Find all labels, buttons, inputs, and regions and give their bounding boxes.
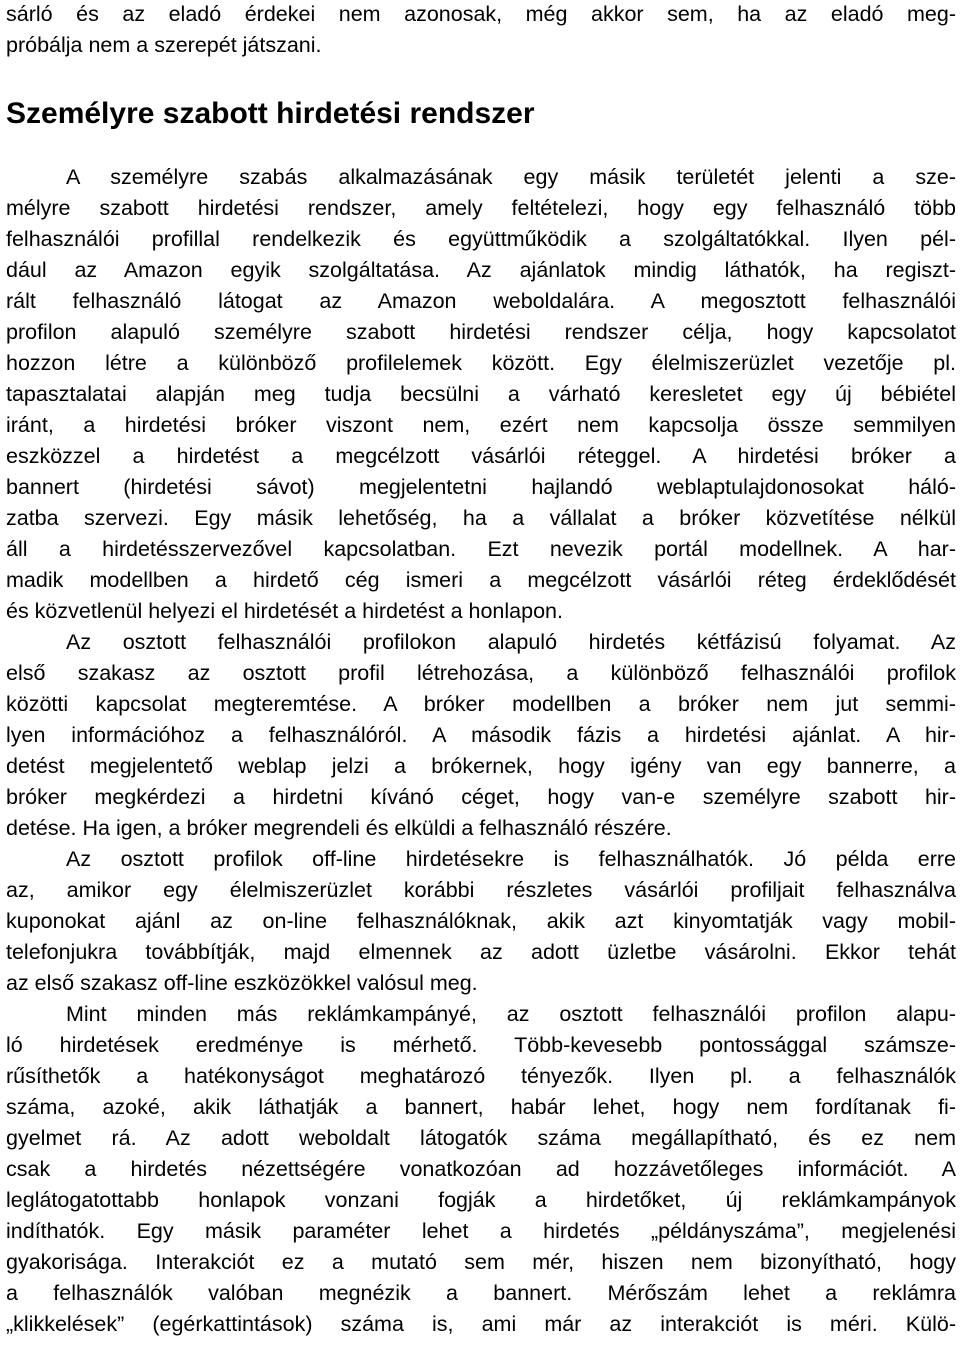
paragraph-line: bannert (hirdetési sávot) megjelentetni hajlandó weblaptulajdonosokat háló-: [6, 475, 956, 499]
paragraph-line: Mint minden más reklámkampányé, az osztott felhasználói profilon alapu-: [66, 1002, 956, 1026]
paragraph-line: a felhasználók valóban megnézik a bannert. Mérőszám lehet a reklámra: [6, 1281, 956, 1305]
paragraph-line: áll a hirdetésszervezővel kapcsolatban. Ezt nevezik portál modellnek. A har-: [6, 537, 956, 561]
paragraph-line: mélyre szabott hirdetési rendszer, amely feltételezi, hogy egy felhasználó több: [6, 196, 956, 220]
paragraph-line: első szakasz az osztott profil létrehozása, a különböző felhasználói profilok: [6, 661, 956, 685]
paragraph-line: az első szakasz off-line eszközökkel valósul meg.: [6, 971, 478, 995]
section-heading: Személyre szabott hirdetési rendszer: [6, 97, 535, 130]
paragraph-line: A személyre szabás alkalmazásának egy másik területét jelenti a sze-: [66, 165, 956, 189]
paragraph-line: Az osztott profilok off-line hirdetésekre is felhasználhatók. Jó példa erre: [66, 847, 956, 871]
paragraph-line: tapasztalatai alapján meg tudja becsülni a várható keresletet egy új bébiétel: [6, 382, 956, 406]
paragraph-line: detése. Ha igen, a bróker megrendeli és elküldi a felhasználó részére.: [6, 816, 672, 840]
paragraph-line: rűsíthetők a hatékonyságot meghatározó tényezők. Ilyen pl. a felhasználók: [6, 1064, 956, 1088]
paragraph-line: rált felhasználó látogat az Amazon weboldalára. A megosztott felhasználói: [6, 289, 956, 313]
paragraph-line: csak a hirdetés nézettségére vonatkozóan ad hozzávetőleges információt. A: [6, 1157, 956, 1181]
paragraph-line: bróker megkérdezi a hirdetni kívánó céget, hogy van-e személyre szabott hir-: [6, 785, 956, 809]
paragraph-line: indíthatók. Egy másik paraméter lehet a hirdetés „példányszáma”, megjelenési: [6, 1219, 956, 1243]
paragraph-line: közötti kapcsolat megteremtése. A bróker modellben a bróker nem jut semmi-: [6, 692, 956, 716]
intro-line-1: sárló és az eladó érdekei nem azonosak, még akkor sem, ha az eladó meg-: [6, 2, 956, 26]
paragraph-line: Az osztott felhasználói profilokon alapuló hirdetés kétfázisú folyamat. Az: [66, 630, 956, 654]
intro-line-2: próbálja nem a szerepét játszani.: [6, 33, 322, 57]
paragraph-line: detést megjelentető weblap jelzi a brókernek, hogy igény van egy bannerre, a: [6, 754, 956, 778]
paragraph-line: lyen információhoz a felhasználóról. A második fázis a hirdetési ajánlat. A hir-: [6, 723, 956, 747]
paragraph-line: hozzon létre a különböző profilelemek között. Egy élelmiszerüzlet vezetője pl.: [6, 351, 956, 375]
paragraph-line: iránt, a hirdetési bróker viszont nem, ezért nem kapcsolja össze semmilyen: [6, 413, 956, 437]
paragraph-line: gyelmet rá. Az adott weboldalt látogatók száma megállapítható, és ez nem: [6, 1126, 956, 1150]
paragraph-line: az, amikor egy élelmiszerüzlet korábbi részletes vásárlói profiljait felhasználva: [6, 878, 956, 902]
paragraph-line: „klikkelések” (egérkattintások) száma is, ami már az interakciót is méri. Külö-: [6, 1312, 956, 1336]
paragraph-line: leglátogatottabb honlapok vonzani fogják a hirdetőket, új reklámkampányok: [6, 1188, 956, 1212]
paragraph-line: dául az Amazon egyik szolgáltatása. Az ajánlatok mindig láthatók, ha regiszt-: [6, 258, 956, 282]
paragraph-line: telefonjukra továbbítják, majd elmennek az adott üzletbe vásárolni. Ekkor tehát: [6, 940, 956, 964]
paragraph-line: madik modellben a hirdető cég ismeri a megcélzott vásárlói réteg érdeklődését: [6, 568, 956, 592]
paragraph-line: eszközzel a hirdetést a megcélzott vásárlói réteggel. A hirdetési bróker a: [6, 444, 956, 468]
paragraph-line: gyakorisága. Interakciót ez a mutató sem mér, hiszen nem bizonyítható, hogy: [6, 1250, 956, 1274]
paragraph-line: kuponokat ajánl az on-line felhasználóknak, akik azt kinyomtatják vagy mobil-: [6, 909, 956, 933]
paragraph-line: száma, azoké, akik láthatják a bannert, habár lehet, hogy nem fordítanak fi-: [6, 1095, 956, 1119]
paragraph-line: és közvetlenül helyezi el hirdetését a hirdetést a honlapon.: [6, 599, 563, 623]
paragraph-line: felhasználói profillal rendelkezik és együttműködik a szolgáltatókkal. Ilyen pél-: [6, 227, 956, 251]
paragraph-line: profilon alapuló személyre szabott hirdetési rendszer célja, hogy kapcsolatot: [6, 320, 956, 344]
paragraph-line: zatba szervezi. Egy másik lehetőség, ha a vállalat a bróker közvetítése nélkül: [6, 506, 956, 530]
paragraph-line: ló hirdetések eredménye is mérhető. Több-kevesebb pontossággal számsze-: [6, 1033, 956, 1057]
